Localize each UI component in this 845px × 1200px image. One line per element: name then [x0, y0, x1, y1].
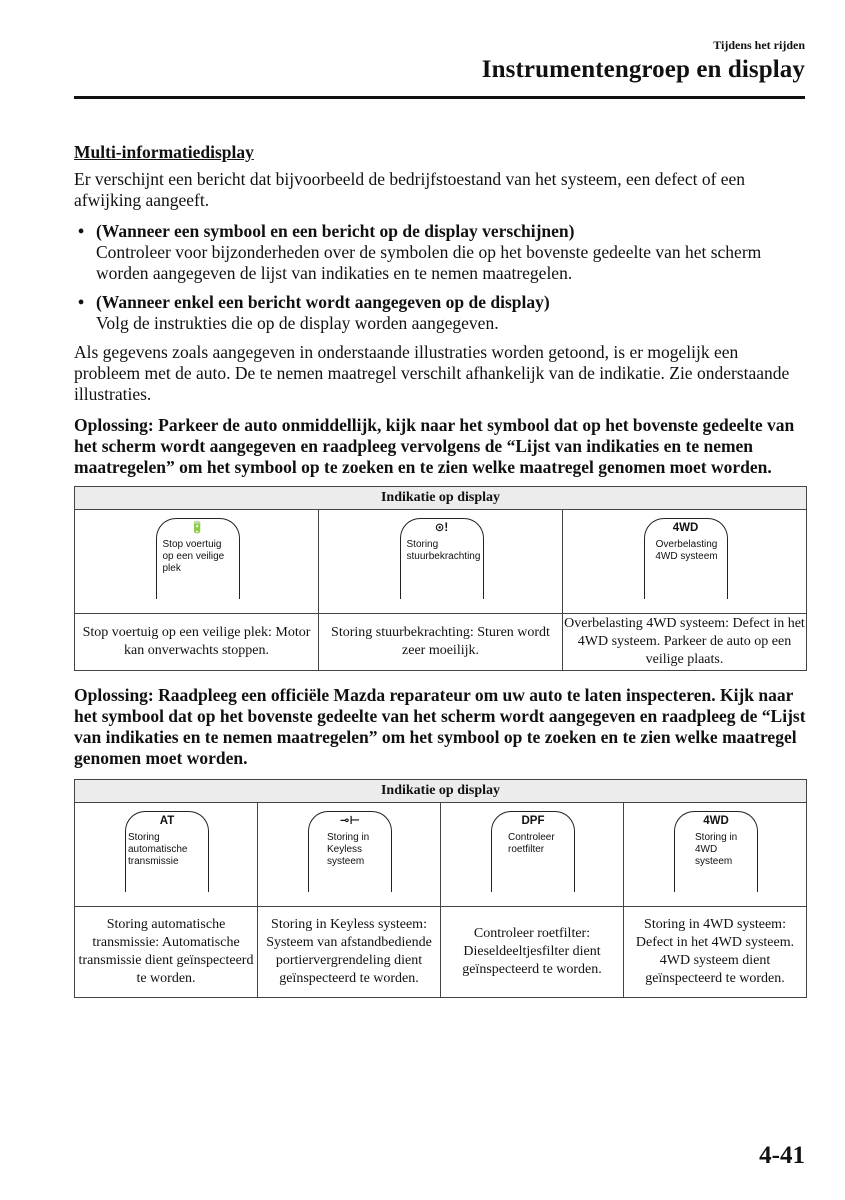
header-divider: [74, 96, 805, 99]
bullet-dot: •: [78, 292, 85, 312]
screen-message: Storing automatische transmissie: [128, 832, 188, 867]
indication-table-1: [74, 486, 807, 671]
display-illustration: [441, 803, 624, 907]
screen-message: Stop voertuig op een veilige plek: [162, 539, 225, 574]
main-content: [74, 142, 807, 998]
battery-icon: 🔋: [190, 522, 205, 534]
explanation-paragraph: Als gegevens zoals aangegeven in onderstaande illustraties worden getoond, is er mogelijk een probleem met de auto. De te nemen maatregel verschilt afhankelijk van de indikatie. Zie onderstaande illustraties.: [74, 342, 790, 404]
power-steering-icon: ⊙!: [434, 522, 449, 534]
indication-description: Storing automatische transmissie: Automatische transmissie dient geïnspecteerd te worden.: [75, 907, 258, 998]
solution-1: Oplossing: Parkeer de auto onmiddellijk, kijk naar het symbool dat op het bovenste gedeelte van het scherm wordt aangegeven en raadpleeg vervolgens de “Lijst van indikaties en te nemen maatregelen” om het symbool op te zoeken en te zien welke maatregel genomen moet worden.: [74, 415, 795, 477]
table-header: Indikatie op display: [75, 780, 807, 803]
section-label: Tijdens het rijden: [713, 38, 805, 52]
display-illustration: [75, 510, 319, 614]
screen-message: Storing in Keyless systeem: [327, 832, 370, 867]
display-illustration: [75, 803, 258, 907]
bullet-text: Volg de instrukties die op de display worden aangegeven.: [96, 313, 499, 333]
at-icon: AT: [159, 815, 175, 827]
screen-message: Overbelasting 4WD systeem: [655, 539, 718, 562]
indication-description: Storing in Keyless systeem: Systeem van afstandbediende portiervergrendeling dient geïnspecteerd te worden.: [258, 907, 441, 998]
intro-paragraph: Er verschijnt een bericht dat bijvoorbeeld de bedrijfstoestand van het systeem, een defect of een afwijking aangeeft.: [74, 169, 746, 210]
bullet-text: Controleer voor bijzonderheden over de symbolen die op het bovenste gedeelte van het scherm worden aangegeven de lijst van indikaties en te nemen maatregelen.: [96, 242, 762, 283]
display-screen: [125, 811, 209, 892]
bullet-title: (Wanneer een symbool en een bericht op de display verschijnen): [96, 221, 575, 241]
bullet-item: [74, 292, 807, 334]
screen-message: Storing stuurbekrachting: [406, 539, 481, 562]
page-number: 4-41: [759, 1142, 805, 1169]
display-screen: [308, 811, 392, 892]
display-screen: [491, 811, 575, 892]
section-heading: Multi-informatiedisplay: [74, 142, 254, 162]
indication-table-2: [74, 779, 807, 998]
indication-description: Overbelasting 4WD systeem: Defect in het 4WD systeem. Parkeer de auto op een veilige plaats.: [563, 614, 807, 671]
page-title: Instrumentengroep en display: [481, 56, 805, 83]
keyless-icon: ⊸⊢: [339, 815, 361, 827]
table-header: Indikatie op display: [75, 487, 807, 510]
display-illustration: [624, 803, 807, 907]
screen-message: Controleer roetfilter: [508, 832, 555, 855]
display-illustration: [319, 510, 563, 614]
dpf-icon: DPF: [521, 815, 545, 827]
bullet-item: [74, 221, 807, 284]
display-screen: [156, 518, 240, 599]
indication-description: Storing in 4WD systeem: Defect in het 4WD systeem. 4WD systeem dient geïnspecteerd te worden.: [624, 907, 807, 998]
bullet-title: (Wanneer enkel een bericht wordt aangegeven op de display): [96, 292, 550, 312]
solution-2: Oplossing: Raadpleeg een officiële Mazda reparateur om uw auto te laten inspecteren. Kijk naar het symbool dat op het bovenste gedeelte van het scherm wordt aangegeven en raadpleeg de “Lijst van indikaties en te nemen maatregelen” om het symbool op te zoeken en te zien welke maatregel genomen moet worden.: [74, 685, 806, 768]
4wd-icon: 4WD: [672, 522, 699, 534]
indication-description: Stop voertuig op een veilige plek: Motor kan onverwachts stoppen.: [75, 614, 319, 671]
display-illustration: [258, 803, 441, 907]
screen-message: Storing in 4WD systeem: [695, 832, 738, 867]
bullet-dot: •: [78, 221, 85, 241]
4wd-icon: 4WD: [703, 815, 729, 827]
display-illustration: [563, 510, 807, 614]
display-screen: [674, 811, 758, 892]
display-screen: [400, 518, 484, 599]
indication-description: Storing stuurbekrachting: Sturen wordt zeer moeilijk.: [319, 614, 563, 671]
display-screen: [644, 518, 728, 599]
indication-description: Controleer roetfilter: Dieseldeeltjesfilter dient geïnspecteerd te worden.: [441, 907, 624, 998]
